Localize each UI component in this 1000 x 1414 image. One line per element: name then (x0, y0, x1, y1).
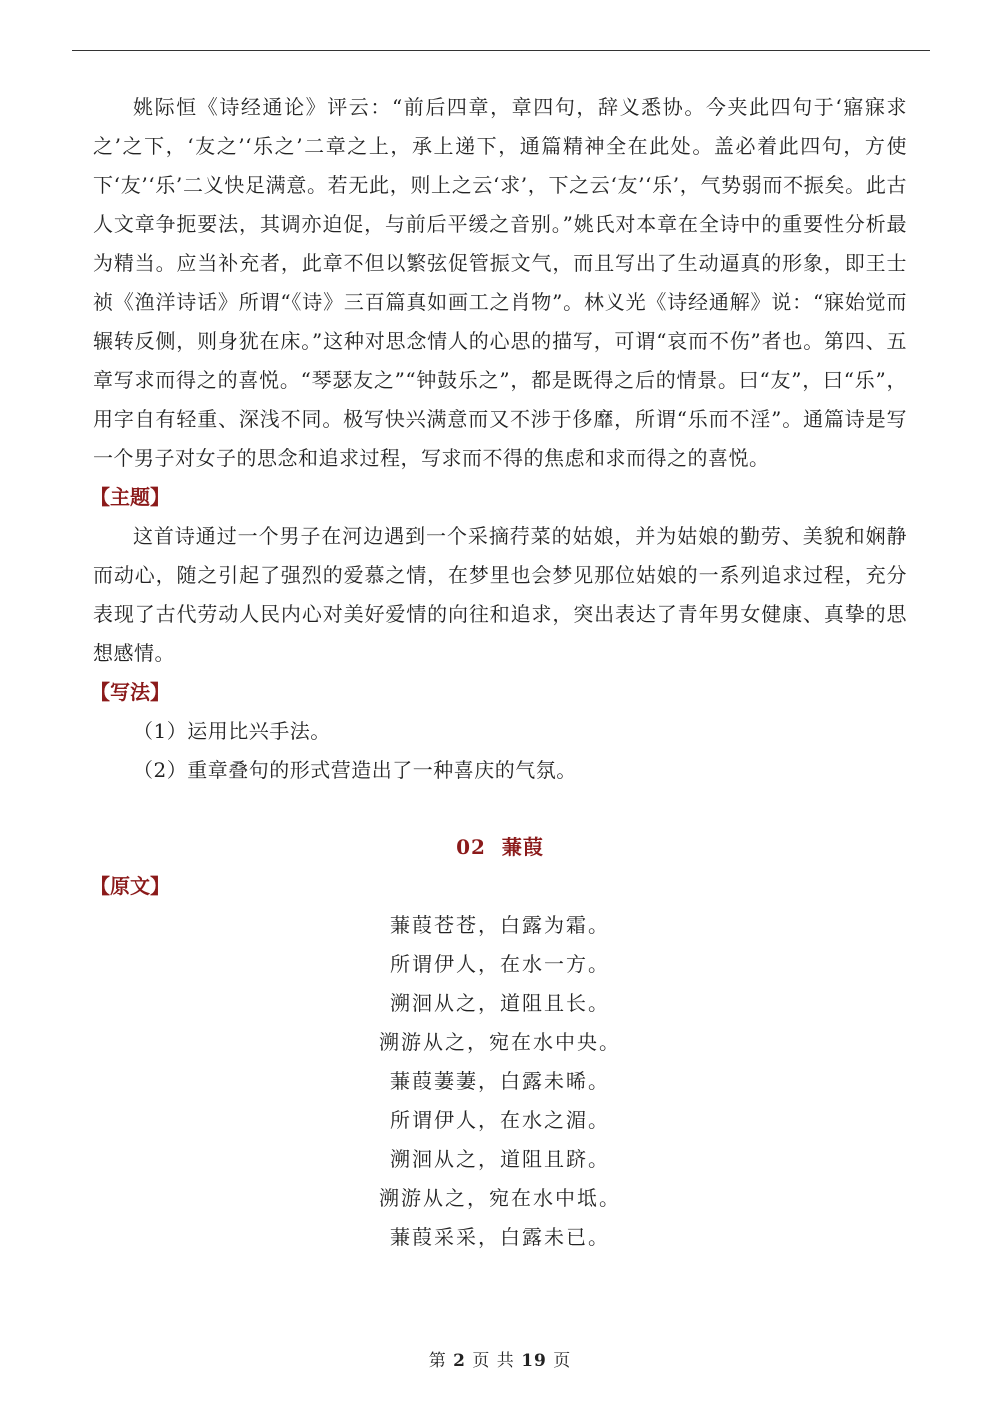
page-prefix: 第 (428, 1351, 447, 1371)
poem-line: 溯洄从之，道阻且跻。 (390, 1147, 610, 1171)
technique-item-1: （1）运用比兴手法。 (133, 719, 331, 743)
total-pages: 19 (521, 1351, 547, 1371)
poem-line: 溯游从之，宛在水中央。 (379, 1030, 621, 1054)
header-rule (72, 50, 930, 51)
technique-item-2: （2）重章叠句的形式营造出了一种喜庆的气氛。 (133, 758, 577, 782)
commentary-paragraph: 姚际恒《诗经通论》评云：“前后四章，章四句，辞义悉协。今夹此四句于‘寤寐求之’之下，‘友之’‘乐之’二章之上，承上递下，通篇精神全在此处。盖必着此四句，方使下‘友’‘乐’二义快足满意。若无此，则上之云‘求’，下之云‘友’‘乐’，气势弱而不振矣。此古人文章争扼要法，其调亦迫促，与前后平缓之音别。”姚氏对本章在全诗中的重要性分析最为精当。应当补充者，此章不但以繁弦促管振文气，而且写出了生动逼真的形象，即王士祯《渔洋诗话》所谓“《诗》三百篇真如画工之肖物”。林义光《诗经通解》说：“寐始觉而辗转反侧，则身犹在床。”这种对思念情人的心思的描写，可谓“哀而不伤”者也。第四、五章写求而得之的喜悦。“琴瑟友之”“钟鼓乐之”，都是既得之后的情景。曰“友”，曰“乐”，用字自有轻重、深浅不同。极写快兴满意而又不涉于侈靡，所谓“乐而不淫”。通篇诗是写一个男子对女子的思念和追求过程，写求而不得的焦虑和求而得之的喜悦。 (93, 95, 907, 470)
theme-paragraph: 这首诗通过一个男子在河边遇到一个采摘荇菜的姑娘，并为姑娘的勤劳、美貌和娴静而动心，随之引起了强烈的爱慕之情，在梦里也会梦见那位姑娘的一系列追求过程，充分表现了古代劳动人民内心对美好爱情的向往和追求，突出表达了青年男女健康、真挚的思想感情。 (93, 524, 907, 665)
original-text-heading: 【原文】 (90, 874, 170, 898)
page-number (0, 1346, 1000, 1371)
poem-line: 蒹葭采采，白露未已。 (390, 1225, 610, 1249)
current-page: 2 (453, 1351, 466, 1371)
document-body (90, 88, 907, 1257)
poem-line: 所谓伊人，在水一方。 (390, 952, 610, 976)
poem-line: 所谓伊人，在水之湄。 (390, 1108, 610, 1132)
poem-line: 蒹葭苍苍，白露为霜。 (390, 913, 610, 937)
poem-line: 蒹葭萋萋，白露未晞。 (390, 1069, 610, 1093)
poem-line: 溯游从之，宛在水中坻。 (379, 1186, 621, 1210)
poem (93, 906, 907, 1257)
page-suffix: 页 (553, 1351, 572, 1371)
page-middle: 页 共 (472, 1351, 515, 1371)
theme-heading: 【主题】 (90, 485, 170, 509)
poem-line: 溯洄从之，道阻且长。 (390, 991, 610, 1015)
technique-heading: 【写法】 (90, 680, 170, 704)
section-title: 02 蒹葭 (456, 835, 544, 859)
